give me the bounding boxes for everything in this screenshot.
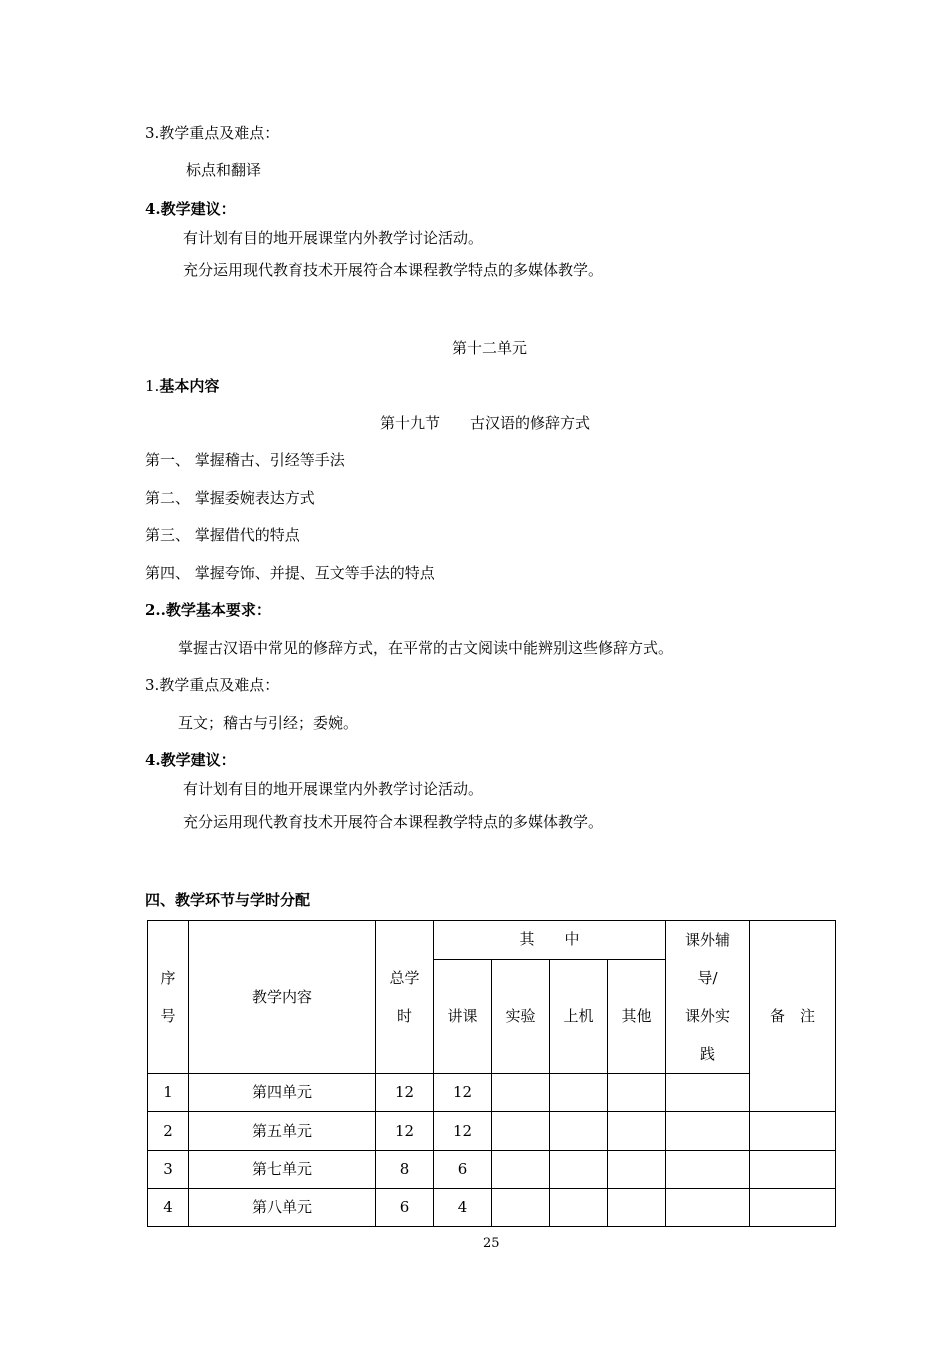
content-item: 第三、 掌握借代的特点: [145, 526, 300, 544]
key-points-heading: 3.教学重点及难点：: [145, 676, 280, 694]
suggestion-item: 有计划有目的地开展课堂内外教学讨论活动。: [183, 780, 484, 798]
key-points-text: 标点和翻译: [186, 161, 262, 179]
header-extracurricular: 课外辅 导/ 课外实 践: [666, 921, 750, 1074]
cell-computer: [550, 1074, 608, 1112]
cell-remarks: [750, 1189, 836, 1227]
unit-title: 第十二单元: [452, 339, 528, 357]
cell-experiment: [492, 1151, 550, 1189]
cell-remarks: [750, 1151, 836, 1189]
header-experiment: 实验: [492, 959, 550, 1073]
cell-lecture: 12: [434, 1112, 492, 1151]
cell-experiment: [492, 1074, 550, 1112]
cell-content: 第八单元: [189, 1189, 376, 1227]
cell-computer: [550, 1112, 608, 1151]
content-heading: [145, 379, 219, 394]
content-item: 第一、 掌握稽古、引经等手法: [145, 451, 345, 469]
suggestion-item: 充分运用现代教育技术开展符合本课程教学特点的多媒体教学。: [183, 261, 604, 279]
header-computer: 上机: [550, 959, 608, 1073]
cell-content: 第七单元: [189, 1151, 376, 1189]
header-seq: 序 号: [148, 921, 189, 1074]
cell-seq: 3: [148, 1151, 189, 1189]
cell-lecture: 6: [434, 1151, 492, 1189]
page-number: 25: [483, 1236, 500, 1251]
cell-extra: [666, 1189, 750, 1227]
cell-extra: [666, 1112, 750, 1151]
header-other: 其他: [608, 959, 666, 1073]
cell-computer: [550, 1189, 608, 1227]
table-row: [148, 1189, 836, 1227]
cell-lecture: 4: [434, 1189, 492, 1227]
cell-lecture: 12: [434, 1074, 492, 1112]
header-total-hours: 总学 时: [376, 921, 434, 1074]
cell-experiment: [492, 1189, 550, 1227]
lesson-title: 第十九节 古汉语的修辞方式: [380, 414, 591, 432]
table-row: [148, 1074, 836, 1112]
header-lecture: 讲课: [434, 959, 492, 1073]
hours-allocation-table: [147, 920, 836, 1227]
cell-remarks: [750, 1112, 836, 1151]
cell-total: 8: [376, 1151, 434, 1189]
cell-total: 6: [376, 1189, 434, 1227]
requirements-text: 掌握古汉语中常见的修辞方式，在平常的古文阅读中能辨别这些修辞方式。: [178, 639, 674, 657]
suggestion-item: 充分运用现代教育技术开展符合本课程教学特点的多媒体教学。: [183, 813, 604, 831]
content-item: 第四、 掌握夸饰、并提、互文等手法的特点: [145, 564, 435, 582]
cell-computer: [550, 1151, 608, 1189]
requirements-heading: 2..教学基本要求：: [145, 601, 271, 619]
suggestions-heading: 4.教学建议：: [145, 751, 236, 769]
suggestion-item: 有计划有目的地开展课堂内外教学讨论活动。: [183, 229, 484, 247]
cell-extra: [666, 1074, 750, 1112]
cell-seq: 4: [148, 1189, 189, 1227]
cell-experiment: [492, 1112, 550, 1151]
cell-other: [608, 1112, 666, 1151]
table-row: [148, 1151, 836, 1189]
content-item: 第二、 掌握委婉表达方式: [145, 489, 315, 507]
suggestions-heading: 4.教学建议：: [145, 200, 236, 218]
table-row: [148, 1112, 836, 1151]
key-points-heading: 3.教学重点及难点：: [145, 124, 280, 142]
content-heading-label: 基本内容: [159, 377, 220, 395]
key-points-text: 互文；稽古与引经；委婉。: [178, 714, 359, 732]
cell-total: 12: [376, 1112, 434, 1151]
cell-total: 12: [376, 1074, 434, 1112]
cell-other: [608, 1074, 666, 1112]
cell-other: [608, 1189, 666, 1227]
cell-seq: 1: [148, 1074, 189, 1112]
header-content: 教学内容: [189, 921, 376, 1074]
header-of-which: 其 中: [434, 921, 666, 960]
cell-other: [608, 1151, 666, 1189]
section-heading: 四、教学环节与学时分配: [145, 891, 311, 909]
content-heading-number: 1.: [145, 377, 160, 395]
cell-seq: 2: [148, 1112, 189, 1151]
cell-extra: [666, 1151, 750, 1189]
cell-content: 第五单元: [189, 1112, 376, 1151]
header-remarks: 备 注: [750, 921, 836, 1112]
cell-content: 第四单元: [189, 1074, 376, 1112]
